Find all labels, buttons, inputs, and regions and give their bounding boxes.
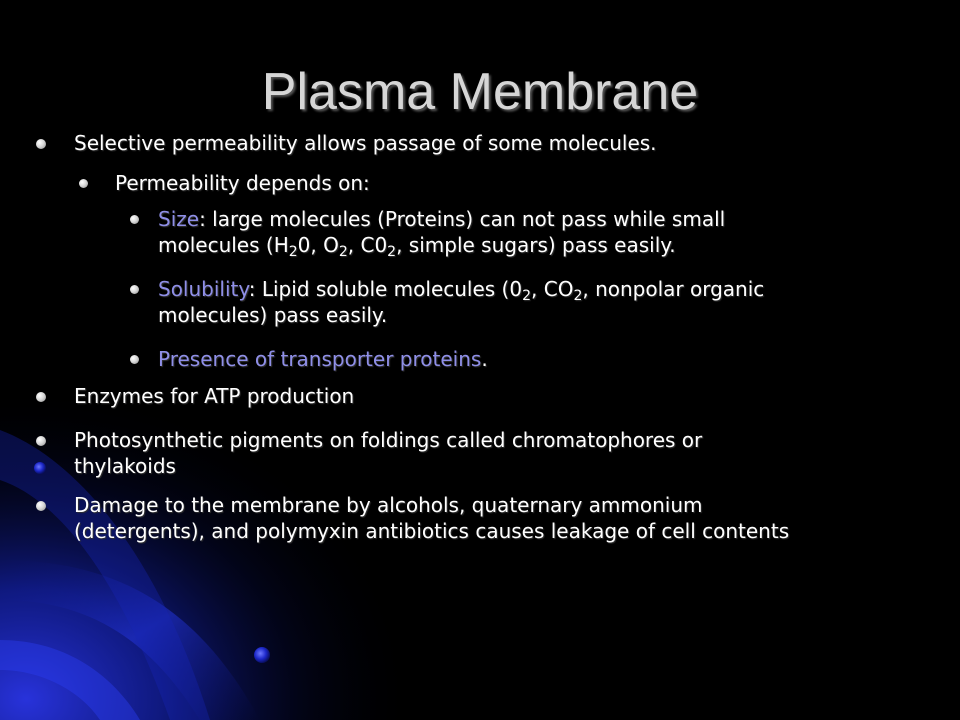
bullet-dot-icon bbox=[36, 139, 46, 149]
bullet-size bbox=[158, 206, 725, 258]
term-size: Size bbox=[158, 207, 200, 231]
bullet-solubility-line1: Solubility: Lipid soluble molecules ($0_2$, $CO_2$, nonpolar organic bbox=[158, 277, 765, 304]
bullet-selective-permeability: Selective permeability allows passage of some molecules. bbox=[74, 130, 657, 156]
bullet-damage-line1: Damage to the membrane by alcohols, quaternary ammonium bbox=[74, 493, 703, 517]
term-solubility: Solubility bbox=[158, 277, 249, 301]
bullet-photosynthetic-line2: thylakoids bbox=[74, 454, 176, 478]
bullet-damage-line2: (detergents), and polymyxin antibiotics causes leakage of cell contents bbox=[74, 519, 790, 543]
bullet-dot-icon bbox=[130, 215, 139, 224]
bullet-solubility-line2: molecules) pass easily. bbox=[158, 303, 388, 327]
bullet-dot-icon bbox=[36, 501, 46, 511]
bullet-size-line2: molecules ($H_20$, $O_2$, $C0_2$, simple sugars) pass easily. bbox=[158, 233, 676, 260]
bullet-dot-icon bbox=[130, 285, 139, 294]
bullet-solubility bbox=[158, 276, 764, 328]
bullet-dot-icon bbox=[36, 436, 46, 446]
bullet-size-line1: Size: large molecules (Proteins) can not pass while small bbox=[158, 207, 726, 231]
bullet-membrane-damage bbox=[74, 492, 789, 544]
term-transporter-proteins: Presence of transporter proteins bbox=[158, 347, 482, 371]
decor-orb-large bbox=[254, 647, 270, 663]
bullet-photosynthetic-line1: Photosynthetic pigments on foldings called chromatophores or bbox=[74, 428, 703, 452]
bullet-atp-enzymes: Enzymes for ATP production bbox=[74, 383, 354, 409]
bullet-dot-icon bbox=[130, 355, 139, 364]
bullet-dot-icon bbox=[36, 392, 46, 402]
bullet-photosynthetic-pigments bbox=[74, 427, 702, 479]
decor-orb-small bbox=[34, 462, 46, 474]
bullet-permeability-depends: Permeability depends on: bbox=[115, 170, 370, 196]
bullet-transporter-proteins: Presence of transporter proteins. bbox=[158, 346, 488, 372]
bullet-dot-icon bbox=[79, 179, 88, 188]
slide-title: Plasma Membrane bbox=[261, 63, 699, 121]
